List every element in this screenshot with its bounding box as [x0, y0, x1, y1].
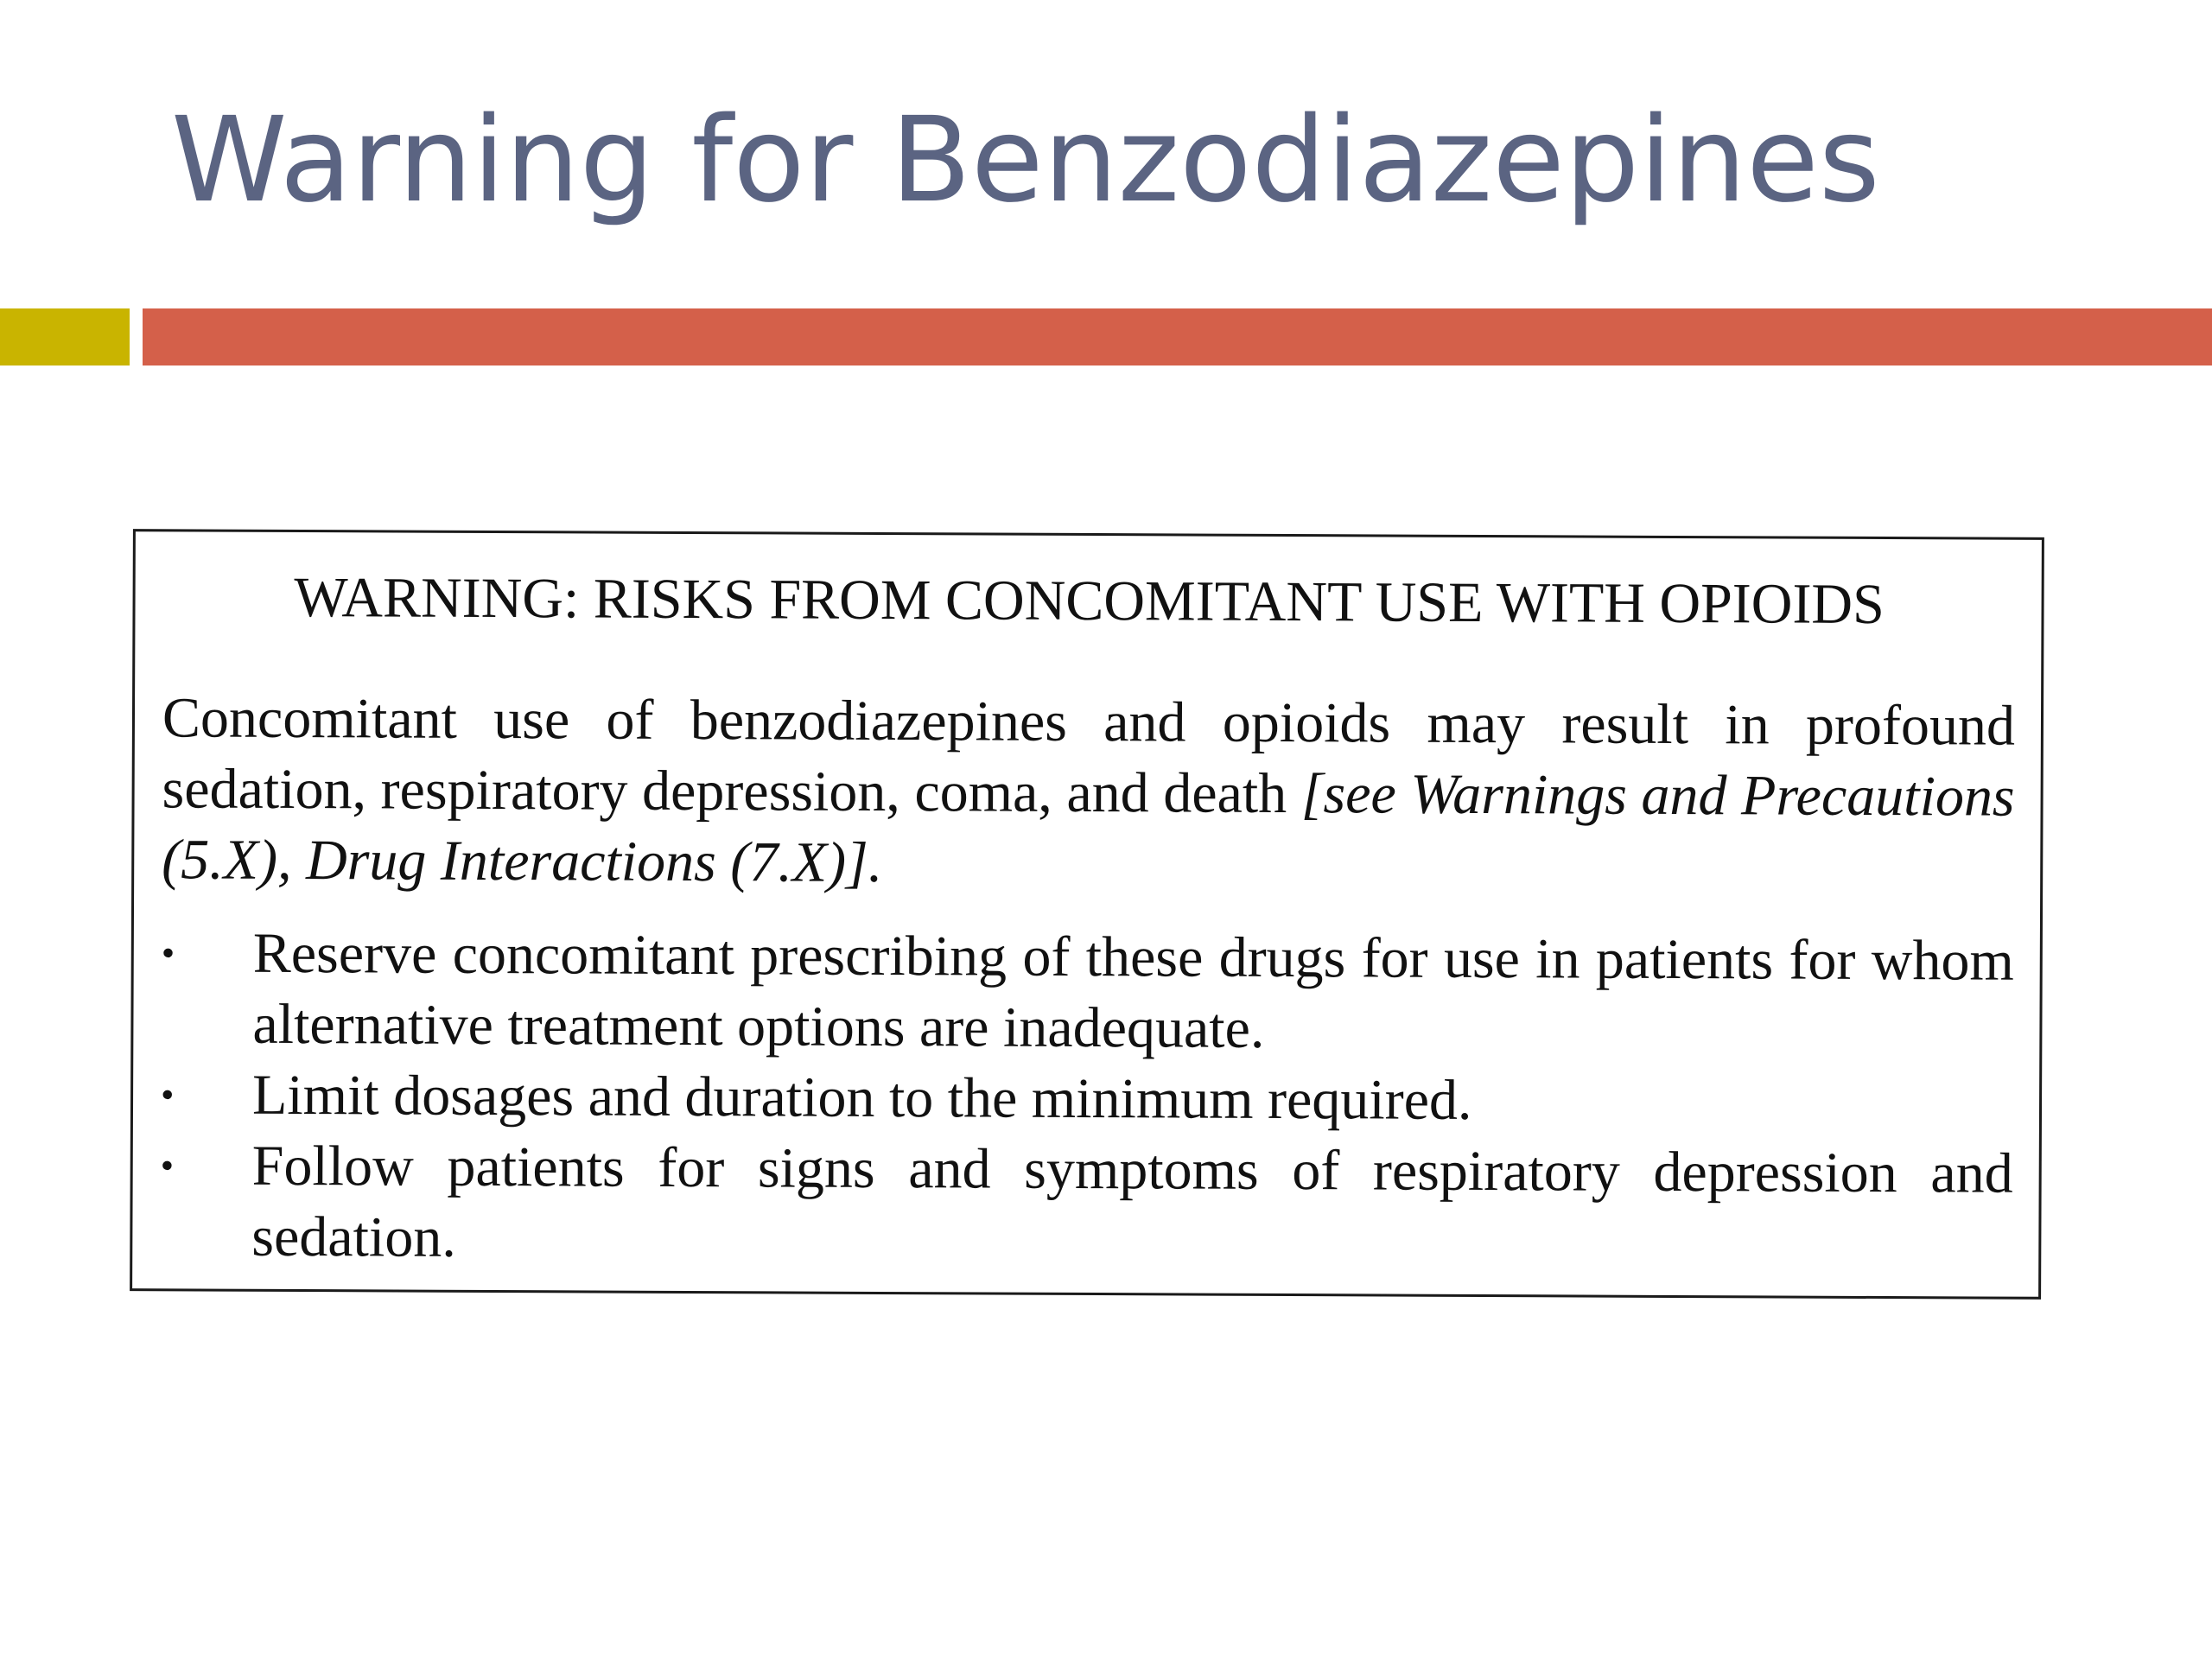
boxed-warning	[130, 529, 2044, 1300]
list-item	[161, 918, 2014, 1068]
accent-bar	[143, 308, 2212, 365]
list-item	[161, 1060, 2013, 1139]
warning-paragraph-text: Concomitant use of benzodiazepines and opioids may result in profound sedation, respiratory depression, coma, and death	[162, 686, 2016, 826]
warning-paragraph	[162, 683, 2015, 904]
bullet-text: Follow patients for signs and symptoms of respiratory depression and sedation.	[251, 1134, 2013, 1270]
bullet-text: Reserve concomitant prescribing of these drugs for use in patients for whom alternative treatment options are inadequate.	[252, 921, 2014, 1061]
accent-block	[0, 308, 130, 365]
bullet-icon: •	[160, 1144, 175, 1187]
warning-heading: WARNING: RISKS FROM CONCOMITANT USE WITH OPIOIDS	[294, 565, 1885, 637]
bullet-text: Limit dosages and duration to the minimum required.	[251, 1063, 1472, 1133]
list-item	[160, 1131, 2013, 1281]
bracket-open: [see	[1300, 762, 1411, 826]
bullet-icon: •	[160, 1073, 175, 1116]
bullet-icon: •	[161, 931, 175, 975]
warning-reference: Warnings and Precautions (5.X), Drug Interactions (7.X)	[162, 762, 2015, 894]
bracket-close: ].	[845, 830, 883, 895]
slide-title: Warning for Benzodiazepines	[171, 92, 1880, 229]
warning-bullet-list	[160, 918, 2014, 1281]
